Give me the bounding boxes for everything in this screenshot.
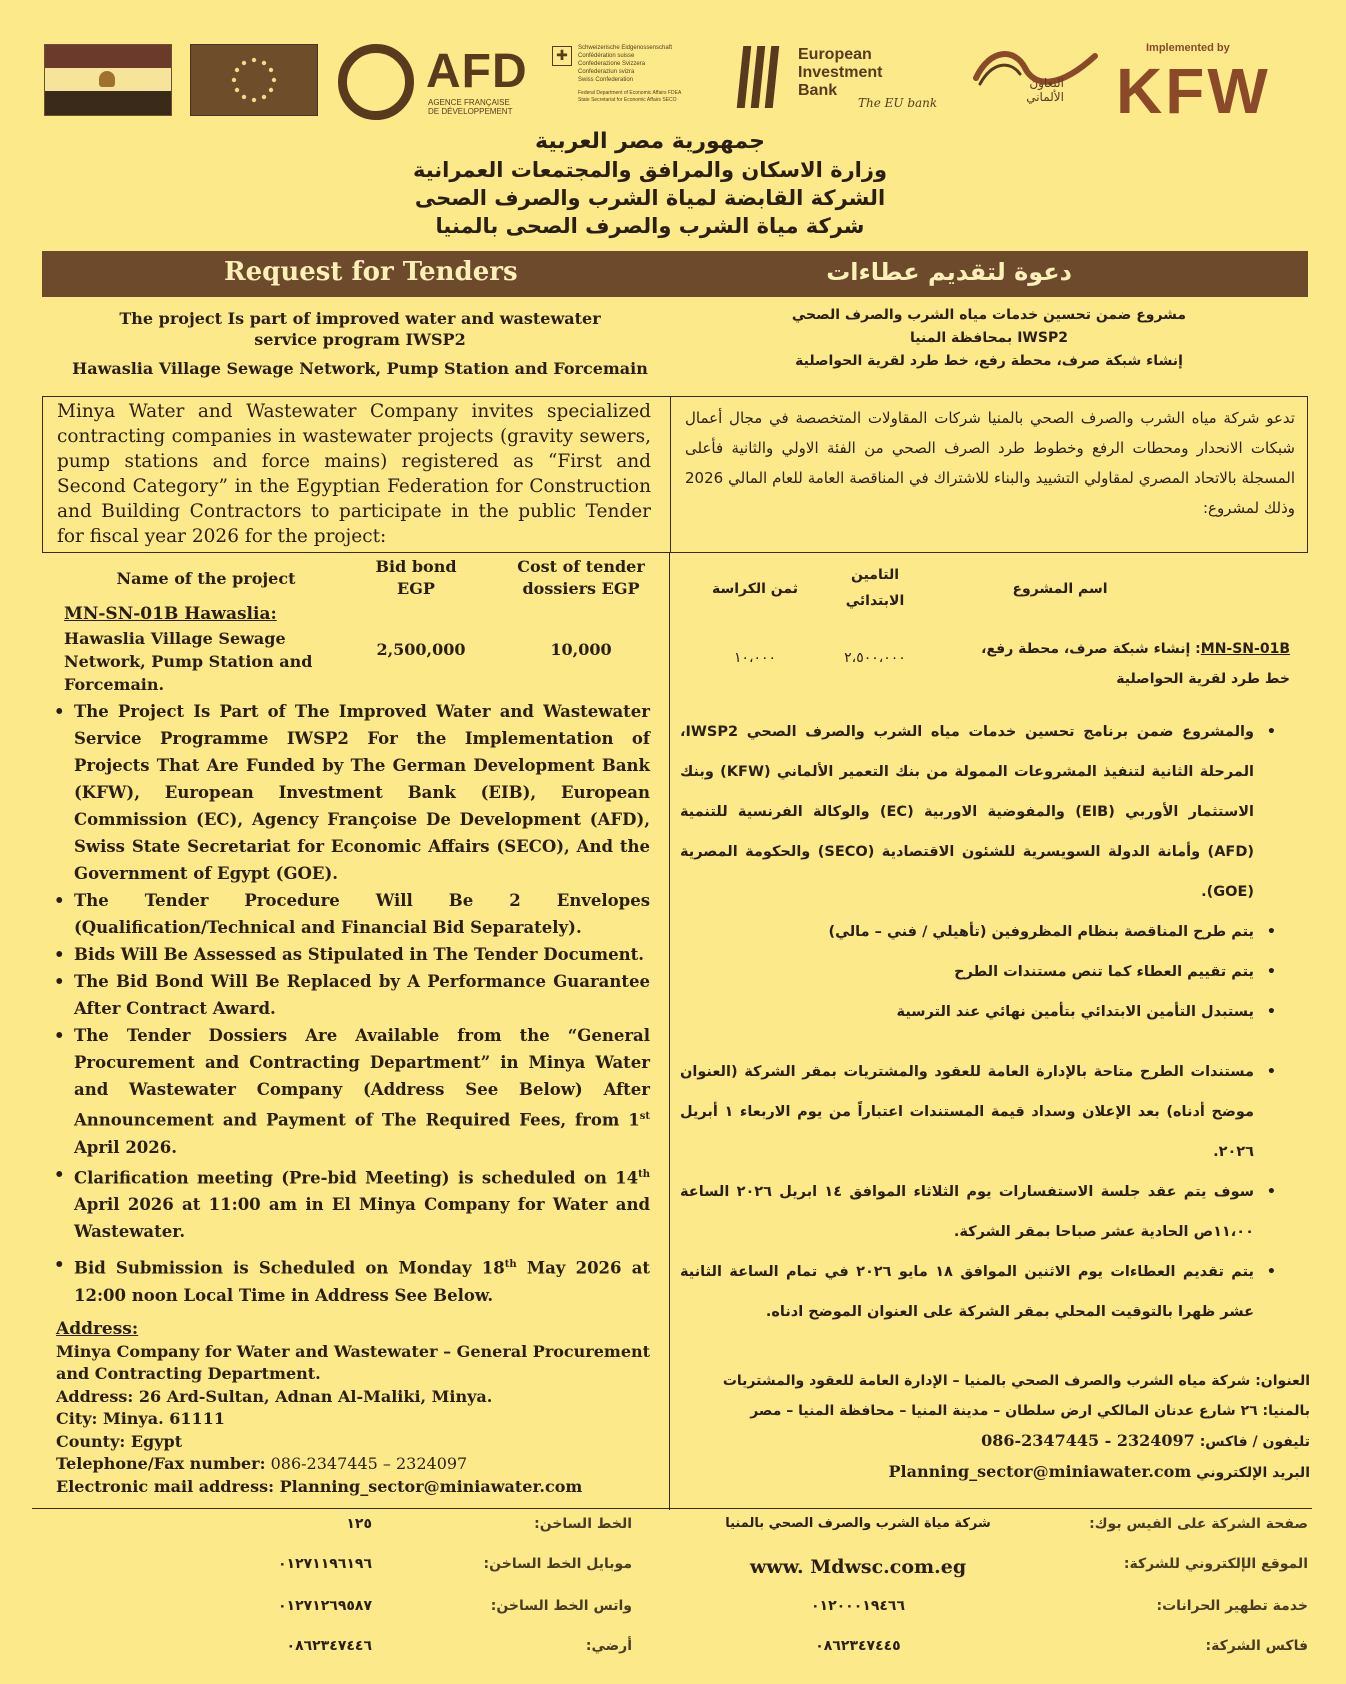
dossier-cost-value: ١٠،٠٠٠: [733, 650, 777, 666]
address-company: Minya Company for Water and Wastewater – General Procurement and Contracting Department.: [56, 1341, 651, 1383]
invitation-box: [42, 396, 1308, 553]
swiss-cross-icon: ✚: [552, 46, 572, 66]
address-street: بالمنيا: ٢٦ شارع عدنان المالكي ارض سلطان – مدينة المنيا – محافظة المنيا – مصر: [750, 1403, 1310, 1419]
phone-value: 086-2347445 – 2324097: [265, 1454, 468, 1473]
swiss-line: Confederazione Svizzera: [578, 61, 646, 67]
afd-ring-icon: [338, 44, 414, 120]
footer-divider: [32, 1508, 1312, 1509]
arabic-conditions-list: [680, 712, 1280, 1332]
header-dossier-cost: ثمن الكراسة: [711, 581, 799, 597]
arabic-address: [690, 1366, 1310, 1488]
address-phone: [690, 1426, 1310, 1457]
project-code-and-name: [970, 634, 1290, 694]
giz-logo: [970, 38, 1090, 118]
eib-name-line: Investment: [798, 64, 883, 81]
facebook-label: صفحة الشركة على الفيس بوك:: [1089, 1516, 1308, 1532]
website-label: الموقع الإلكتروني للشركة:: [1123, 1556, 1308, 1572]
ordinal-suffix: th: [504, 1259, 517, 1270]
email-value: Planning_sector@miniawater.com: [274, 1476, 583, 1496]
fax-value: ٠٨٦٢٣٤٧٤٤٥: [815, 1638, 901, 1654]
title-banner: [42, 251, 1308, 297]
afd-subtitle-line: AGENCE FRANÇAISE: [428, 98, 510, 107]
swiss-line: Federal Department of Economic Affairs FDEA: [578, 90, 682, 96]
swiss-line: Confédération suisse: [578, 53, 635, 59]
list-item-text: April 2026 at 11:00 am in El Minya Company for Water and Wastewater.: [74, 1195, 650, 1241]
list-item: • يتم طرح المناقصة بنظام المظروفين (تأهيلي / فني – مالي): [680, 912, 1280, 952]
eib-tagline: The EU bank: [858, 96, 938, 110]
footer-row: [42, 1638, 1308, 1676]
english-address: [56, 1318, 656, 1498]
ordinal-suffix: th: [638, 1168, 650, 1180]
address-city: City: Minya. 61111: [56, 1409, 225, 1428]
list-item: • The Tender Procedure Will Be 2 Envelopes (Qualification/Technical and Financial Bid Separately).: [50, 887, 650, 941]
box-divider: [670, 397, 671, 552]
header-ministry: وزارة الاسكان والمرافق والمجتمعات العمرانية: [412, 158, 888, 182]
header-project-name: Name of the project: [116, 569, 296, 588]
swiss-line: State Secretariat for Economic Affairs SECO: [578, 97, 677, 103]
eib-name-line: Bank: [798, 82, 838, 99]
list-item: • سوف يتم عقد جلسة الاستفسارات يوم الثلاثاء الموافق ١٤ ابريل ٢٠٢٦ الساعة ١١،٠٠ص الحادية عشر صباحا بمقر الشركة.: [680, 1172, 1280, 1252]
address-phone: [56, 1453, 656, 1476]
footer-row: [42, 1556, 1308, 1594]
arabic-intro: [690, 304, 1288, 373]
email-label: البريد الإلكتروني: [1196, 1465, 1310, 1481]
giz-text: التعاون الألماني: [1026, 76, 1064, 104]
list-item: • The Project Is Part of The Improved Water and Wastewater Service Programme IWSP2 For the Implementation of Projects That Are Funded by The German Development Bank (KFW), European Investment Bank (EIB), European Commission (EC), Agency Françoise De Development (AFD), Swiss State Secretariat for Economic Affairs (SECO), And the Government of Egypt (GOE).: [50, 698, 650, 887]
list-item-text: The Tender Dossiers Are Available from the “General Procurement and Contracting Department” in Minya Water and Wastewater Company (Address See Below) After Announcement and Payment of The Required Fees, from 1: [74, 1026, 650, 1130]
website-value: www. Mdwsc.com.eg: [749, 1556, 967, 1578]
list-item-text: April 2026.: [74, 1137, 177, 1157]
bid-bond-value: ٢،٥٠٠،٠٠٠: [844, 650, 906, 666]
eu-stars-icon: [191, 45, 317, 115]
footer-row: [42, 1598, 1308, 1636]
eagle-emblem-icon: [99, 71, 115, 87]
intro-program-line: IWSP2 بمحافظة المنيا: [910, 330, 1068, 346]
list-item: • والمشروع ضمن برنامج تحسين خدمات مياه الشرب والصرف الصحي IWSP2، المرحلة الثانية لتنفيذ المشروعات الممولة من بنك التعمير الألماني (KFW) وبنك الاستثمار الأوربي (EIB) والمفوضية الاوربية (EC) والوكالة الفرنسية للتنمية (AFD) وأمانة الدولة السويسرية للشئون الاقتصادية (SECO) والحكومة المصرية (GOE).: [680, 712, 1280, 912]
eib-name-line: European: [798, 46, 872, 63]
kfw-logo: [1116, 38, 1306, 127]
column-divider: [669, 553, 670, 1510]
address-email: [56, 1476, 656, 1499]
eu-flag-icon: [190, 44, 318, 116]
logo-strip: [40, 38, 1310, 128]
list-item: • Bids Will Be Assessed as Stipulated in The Tender Document.: [50, 941, 650, 968]
list-item: • مستندات الطرح متاحة بالإدارة العامة للعقود والمشتريات بمقر الشركة (العنوان موضح أدناه) بعد الإعلان وسداد قيمة المستندات اعتباراً من يوم الاربعاء ١ أبريل ٢٠٢٦.: [680, 1052, 1280, 1172]
header-country: جمهورية مصر العربية: [535, 129, 765, 154]
project-name: Hawaslia Village Sewage Network, Pump Station and Forcemain.: [64, 629, 313, 694]
eib-name: [798, 46, 882, 100]
header-bid-bond: Bid bond EGP: [375, 557, 457, 598]
list-item-text: Clarification meeting (Pre-bid Meeting) is scheduled on 14: [74, 1168, 639, 1187]
list-item: • يتم تقديم العطاءات يوم الاثنين الموافق ١٨ مايو ٢٠٢٦ في تمام الساعة الثانية عشر ظهرا بالتوقيت المحلي بمقر الشركة على العنوان الموضح ادناه.: [680, 1252, 1280, 1332]
header-holding-company: الشركة القابضة لمياة الشرب والصرف الصحى: [414, 186, 886, 210]
whatsapp-value: ٠١٢٧١٢٦٩٥٨٧: [278, 1598, 372, 1614]
intro-program-line: مشروع ضمن تحسين خدمات مياه الشرب والصرف الصحي: [791, 307, 1187, 323]
hotline-mobile-label: موبايل الخط الساخن:: [483, 1556, 632, 1572]
list-item: • The Bid Bond Will Be Replaced by A Performance Guarantee After Contract Award.: [50, 968, 650, 1022]
afd-logo: [338, 38, 538, 118]
email-label: Electronic mail address:: [56, 1476, 275, 1496]
list-item: [50, 1022, 650, 1161]
afd-name: AFD: [426, 45, 528, 98]
intro-program-line: service program IWSP2: [254, 330, 466, 349]
ordinal-suffix: st: [639, 1111, 650, 1122]
intro-project-title: إنشاء شبكة صرف، محطة رفع، خط طرد لقرية الحواصلية: [795, 353, 1183, 369]
swiss-line: Swiss Confederation: [578, 77, 634, 83]
phone-label: تليفون / فاكس:: [1199, 1434, 1310, 1450]
address-email: [690, 1457, 1310, 1488]
english-intro: [60, 308, 660, 379]
arabic-invitation: تدعو شركة مياه الشرب والصرف الصحي بالمنيا شركات المقاولات المتخصصة في مجال أعمال شبكات الانحدار ومحطات الرفع وخطوط طرد الصرف الصحي من الفئة الاولي والثانية فأعلى المسجلة بالاتحاد المصري لمقاولي التشييد والبناء للاشتراك في المناقصة العامة للعام المالي 2026 وذلك لمشروع:: [685, 409, 1295, 517]
header-project-name: اسم المشروع: [1012, 581, 1108, 597]
kfw-name: KFW: [1116, 55, 1271, 127]
arabic-government-header: [400, 128, 900, 240]
header-company: شركة مياة الشرب والصرف الصحى بالمنيا: [435, 214, 865, 238]
landline-value: ٠٨٦٢٣٤٧٤٤٦: [286, 1638, 372, 1654]
hotline-value: ١٢٥: [346, 1516, 372, 1532]
swiss-line: Schweizerische Eidgenossenschaft: [578, 45, 673, 51]
list-item: • يتم تقييم العطاء كما تنص مستندات الطرح: [680, 952, 1280, 992]
list-item: [50, 1161, 650, 1246]
address-county: County: Egypt: [56, 1431, 183, 1451]
english-invitation: Minya Water and Wastewater Company invites specialized contracting companies in wastewater projects (gravity sewers, pump stations and force mains) registered as “First and Second Category” in the Egyptian Federation for Construction and Building Contractors to participate in the public Tender for fiscal year 2026 for the project:: [57, 401, 651, 547]
contact-footer: [42, 1512, 1308, 1680]
afd-subtitle: [428, 98, 512, 116]
header-bid-bond: التامين الابتدائي: [845, 567, 905, 609]
swiss-seco-logo: [552, 38, 722, 118]
project-code: MN-SN-01B Hawaslia:: [64, 604, 277, 624]
list-item-text: Bid Submission is Scheduled on Monday 18: [74, 1258, 505, 1278]
facebook-value: شركة مياة الشرب والصرف الصحي بالمنيا: [725, 1516, 991, 1531]
swiss-department: [578, 90, 728, 104]
project-name: : إنشاء شبكة صرف، محطة رفع، خط طرد لقرية الحواصلية: [981, 641, 1290, 687]
whatsapp-label: واتس الخط الساخن:: [490, 1598, 632, 1614]
banner-title-english: Request for Tenders: [224, 257, 518, 287]
eib-logo: [740, 38, 960, 118]
address-street: Address: 26 Ard-Sultan, Adnan Al-Maliki, Minya.: [56, 1386, 493, 1406]
project-code: MN-SN-01B: [1200, 641, 1290, 657]
phone-label: Telephone/Fax number:: [56, 1454, 266, 1473]
hotline-label: الخط الساخن:: [534, 1516, 632, 1532]
list-item-text: May 2026 at 12:00 noon Local Time in Address See Below.: [74, 1258, 651, 1305]
english-conditions-list: [50, 698, 650, 1309]
footer-row: [42, 1516, 1308, 1554]
dossier-cost-value: 10,000: [550, 640, 612, 659]
intro-program-line: The project Is part of improved water and wastewater: [119, 309, 601, 328]
list-item: • يستبدل التأمين الابتدائي بتأمين نهائي عند الترسية: [680, 992, 1280, 1032]
intro-project-title: Hawaslia Village Sewage Network, Pump Station and Forcemain: [72, 359, 648, 378]
egypt-flag-icon: [44, 44, 172, 116]
kfw-implemented-by: Implemented by: [1146, 42, 1230, 54]
swiss-names: [578, 44, 718, 84]
email-value: Planning_sector@miniawater.com: [888, 1462, 1192, 1481]
banner-title-arabic: دعوة لتقديم عطاءات: [826, 258, 1072, 286]
hotline-mobile-value: ٠١٢٧١١٩٦١٩٦: [278, 1556, 372, 1572]
address-company: العنوان: شركة مياه الشرب والصرف الصحي بالمنيا – الإدارة العامة للعقود والمشتريات: [722, 1373, 1310, 1389]
list-item: [50, 1251, 650, 1309]
phone-value: 086-2347445 - 2324097: [981, 1431, 1195, 1450]
drain-service-label: خدمة تطهير الحرانات:: [1156, 1598, 1308, 1614]
address-heading: Address:: [56, 1319, 139, 1339]
swiss-line: Confederaziun svizra: [578, 69, 635, 75]
afd-subtitle-line: DE DÉVELOPPEMENT: [428, 107, 513, 116]
landline-label: أرضي:: [585, 1638, 632, 1654]
drain-service-value: ٠١٢٠٠٠١٩٤٦٦: [811, 1598, 905, 1614]
fax-label: فاكس الشركة:: [1205, 1638, 1308, 1654]
bid-bond-value: 2,500,000: [376, 640, 466, 659]
header-dossier-cost: Cost of tender dossiers EGP: [517, 557, 645, 598]
